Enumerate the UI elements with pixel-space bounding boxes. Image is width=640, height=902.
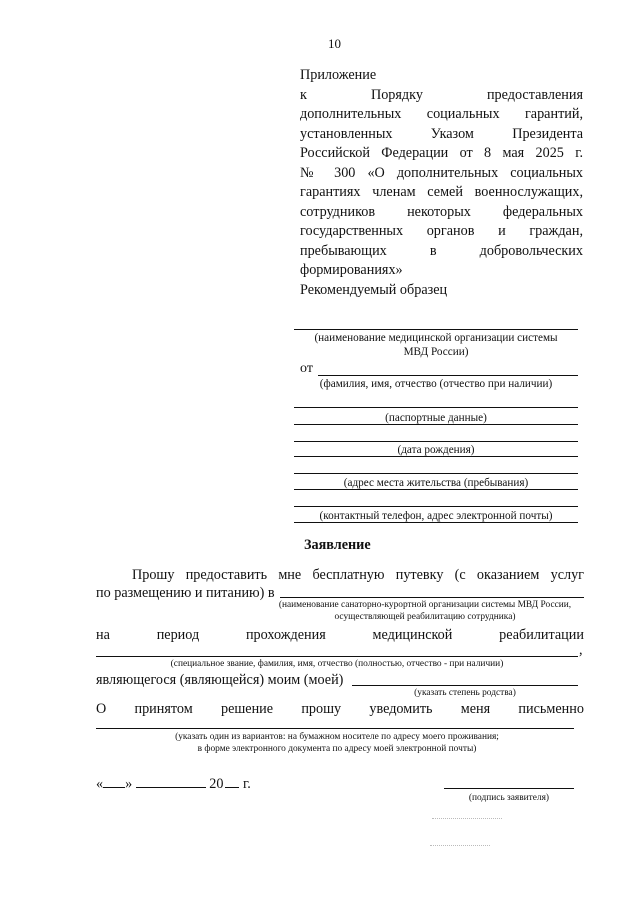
decision-word: уведомить (369, 701, 433, 717)
sanatorium-caption-2: осуществляющей реабилитацию сотрудника) (334, 612, 516, 622)
statement-title: Заявление (304, 537, 371, 553)
passport-caption: (паспортные данные) (385, 412, 487, 424)
request-word: предоставить (185, 567, 268, 583)
day-field[interactable] (103, 774, 125, 788)
birth-line-1[interactable] (294, 441, 578, 442)
relative-text: являющегося (являющейся) моим (моей) (96, 672, 344, 688)
decision-line (96, 700, 584, 718)
appendix-line: Российской Федерации от 8 мая 2025 г. (300, 145, 583, 161)
appendix-line: дополнительных социальных гарантий, (300, 106, 583, 122)
relation-caption: (указать степень родства) (414, 688, 516, 698)
org-name-line[interactable] (294, 329, 578, 330)
org-caption-2: МВД России) (403, 346, 469, 358)
appendix-line: пребывающих в добровольческих (300, 242, 583, 259)
contacts-caption: (контактный телефон, адрес электронной почты) (319, 510, 553, 522)
notify-caption-2: в форме электронного документа по адресу моей электронной почты) (197, 744, 477, 754)
page-number: 10 (328, 36, 341, 51)
appendix-header (300, 66, 583, 281)
request-word: мне (278, 567, 302, 583)
year-prefix: 20 (209, 776, 224, 792)
request-line-1 (132, 566, 584, 584)
date-quote-open: « (96, 776, 104, 792)
request-word: бесплатную (312, 567, 385, 583)
period-word: на (96, 627, 110, 643)
appendix-line: установленных Указом Президента (300, 125, 583, 142)
from-label: от (300, 361, 313, 376)
request-word: путевку (395, 567, 444, 583)
decision-word: письменно (518, 701, 584, 717)
date-block (96, 774, 251, 793)
address-caption: (адрес места жительства (пребывания) (343, 477, 529, 489)
sanatorium-caption-1: (наименование санаторно-курортной организации системы МВД России, (278, 600, 572, 610)
year-suffix: г. (243, 776, 251, 792)
appendix-line: № 300 «О дополнительных социальных (300, 164, 583, 181)
address-line-1[interactable] (294, 473, 578, 474)
request-word: оказанием (476, 567, 540, 583)
month-field[interactable] (136, 774, 206, 788)
birth-caption: (дата рождения) (397, 444, 475, 456)
year-field[interactable] (225, 774, 239, 788)
period-word: медицинской (372, 627, 453, 643)
appendix-line: гарантиях членам семей военнослужащих, (300, 184, 583, 200)
period-word: период (156, 627, 200, 643)
person-line[interactable] (96, 656, 578, 657)
decision-word: меня (460, 701, 491, 717)
appendix-line: к Порядку предоставления (300, 86, 583, 103)
signature-caption: (подпись заявителя) (468, 793, 550, 803)
request-word: Прошу (132, 567, 175, 583)
scan-artifact (432, 818, 502, 819)
sanatorium-line[interactable] (280, 597, 584, 598)
appendix-line: государственных органов и граждан, (300, 223, 583, 239)
org-caption-1: (наименование медицинской организации системы (314, 332, 558, 344)
contacts-line-1[interactable] (294, 506, 578, 507)
fio-caption: (фамилия, имя, отчество (отчество при наличии) (319, 378, 553, 390)
appendix-line: формированиях» (300, 262, 403, 278)
decision-word: принятом (134, 701, 193, 717)
decision-word: решение (220, 701, 274, 717)
notify-caption-1: (указать один из вариантов: на бумажном носителе по адресу моего проживания; (175, 732, 499, 742)
appendix-line: Приложение (300, 67, 377, 83)
request-word: (с (454, 567, 466, 583)
person-line-comma: , (579, 642, 583, 658)
request-word: услуг (550, 567, 584, 583)
decision-word: прошу (301, 701, 342, 717)
decision-word: О (96, 701, 107, 717)
period-word: прохождения (245, 627, 326, 643)
date-quote-close: » (125, 776, 133, 792)
signature-line[interactable] (444, 788, 574, 789)
request-line-2: по размещению и питанию) в (96, 585, 275, 601)
period-word: реабилитации (499, 627, 584, 643)
relation-line[interactable] (352, 685, 578, 686)
appendix-line: сотрудников некоторых федеральных (300, 203, 583, 220)
passport-line-1[interactable] (294, 407, 578, 408)
person-caption: (специальное звание, фамилия, имя, отчество (полностью, отчество - при наличии) (170, 659, 504, 669)
scan-artifact (430, 845, 490, 846)
period-line (96, 626, 584, 644)
fio-line[interactable] (318, 375, 578, 376)
notify-line[interactable] (96, 728, 574, 729)
sample-label: Рекомендуемый образец (300, 282, 448, 298)
